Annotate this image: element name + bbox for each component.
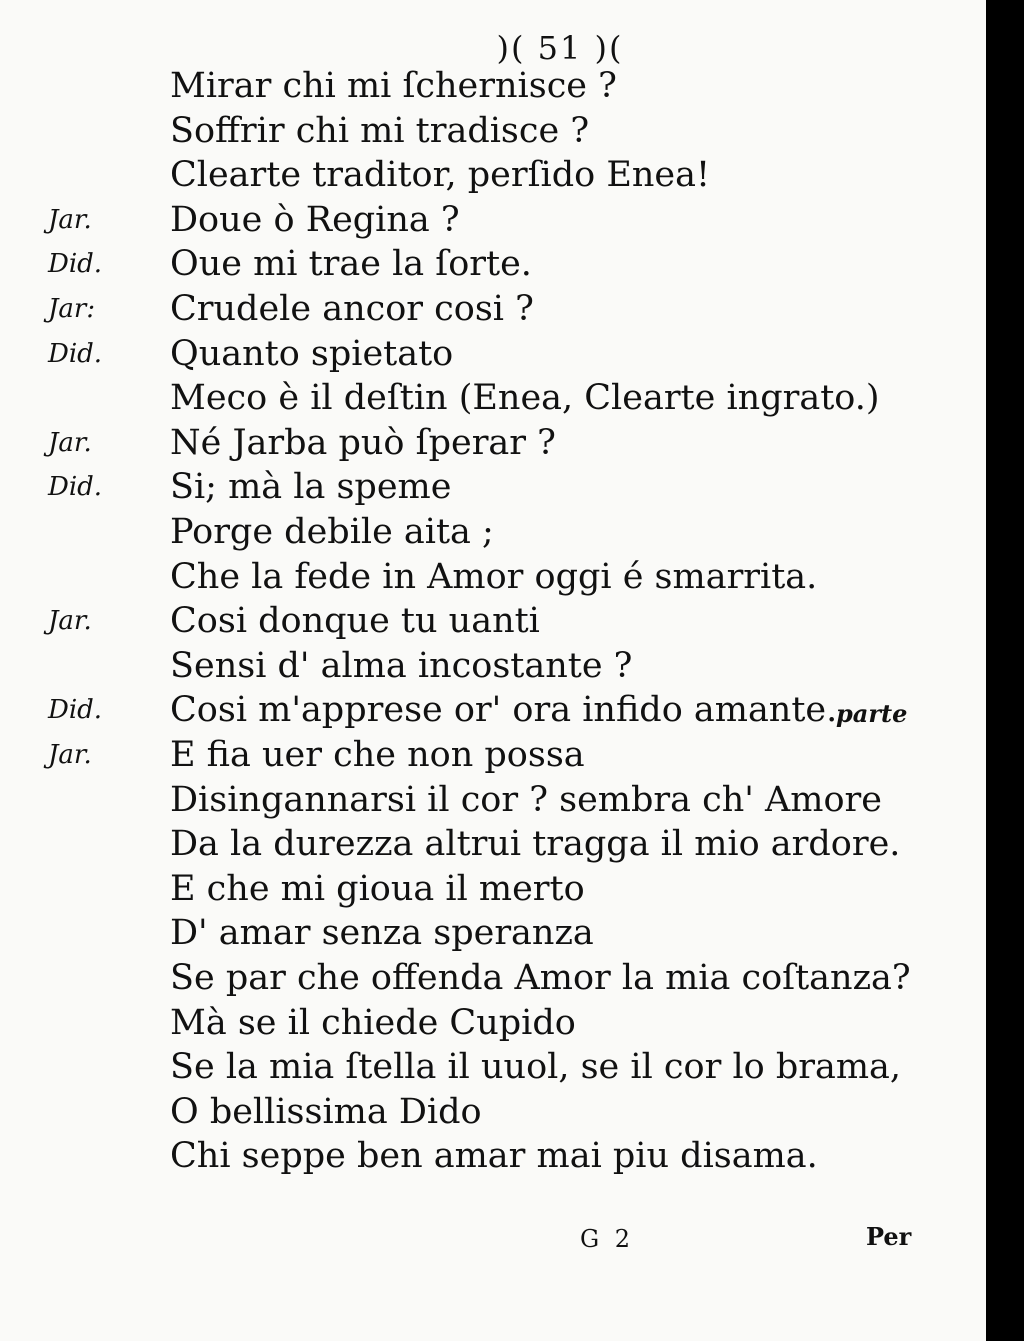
verse-text: Crudele ancor cosi ? [170,289,534,329]
verse-text: Né Jarba può ſperar ? [170,423,556,463]
verse-line [0,778,986,822]
speaker-label: Jar. [48,740,92,770]
verse-line [0,911,986,955]
verse-line [0,287,986,331]
verse-line [0,599,986,643]
verse-line [0,510,986,554]
verse-line [0,1090,986,1134]
verse-text: E fia uer che non possa [170,735,585,775]
verse-line [0,644,986,688]
verse-text: Se par che offenda Amor la mia coſtanza? [170,958,911,998]
verse-line [0,1045,986,1089]
verse-line [0,109,986,153]
verse-line [0,733,986,777]
verse-line [0,822,986,866]
verse-line [0,64,986,108]
verse-text: Clearte traditor, perſido Enea! [170,155,711,195]
verse-text: E che mi gioua il merto [170,869,585,909]
verse-text: Che la fede in Amor oggi é smarrita. [170,557,818,597]
verse-text: Chi seppe ben amar mai piu disama. [170,1136,818,1176]
catchword: Per [866,1222,912,1251]
verse-line [0,1134,986,1178]
verse-line [0,198,986,242]
speaker-label: Jar. [48,205,92,235]
verse-text: Quanto spietato [170,334,454,374]
speaker-label: Jar: [48,294,96,324]
verse-text: Da la durezza altrui tragga il mio ardore. [170,824,901,864]
verse-text: Se la mia ſtella il uuol, se il cor lo brama, [170,1047,902,1087]
verse-text: Mà se il chiede Cupido [170,1003,576,1043]
verse-line [0,867,986,911]
verse-line [0,421,986,465]
stage-direction: parte [836,699,908,728]
speaker-label: Jar. [48,606,92,636]
signature-mark: G 2 [580,1225,635,1253]
page-number: )( 51 )( [496,29,624,67]
verse-line [0,1001,986,1045]
verse-line [0,332,986,376]
verse-text: Soffrir chi mi tradisce ? [170,111,590,151]
verse-line [0,242,986,286]
verse-line [0,376,986,420]
speaker-label: Did. [48,695,103,725]
verse-text: Cosi donque tu uanti [170,601,540,641]
verse-text: Sensi d' alma incostante ? [170,646,633,686]
verse-text: Doue ò Regina ? [170,200,460,240]
verse-line [0,465,986,509]
speaker-label: Did. [48,472,103,502]
verse-text: Disingannarsi il cor ? sembra ch' Amore [170,780,882,820]
verse-line [0,555,986,599]
verse-line [0,956,986,1000]
verse-text: O bellissima Dido [170,1092,482,1132]
verse-text: D' amar senza speranza [170,913,594,953]
verse-line [0,688,986,732]
verse-text: Mirar chi mi ſchernisce ? [170,66,617,106]
speaker-label: Jar. [48,428,92,458]
verse-text: Oue mi trae la ſorte. [170,244,532,284]
verse-text: Si; mà la speme [170,467,452,507]
speaker-label: Did. [48,249,103,279]
speaker-label: Did. [48,339,103,369]
verse-text: Porge debile aita ; [170,512,494,552]
verse-line [0,153,986,197]
verse-text: Cosi m'apprese or' ora infido amante. [170,690,838,730]
verse-text: Meco è il deſtin (Enea, Clearte ingrato.) [170,378,880,418]
